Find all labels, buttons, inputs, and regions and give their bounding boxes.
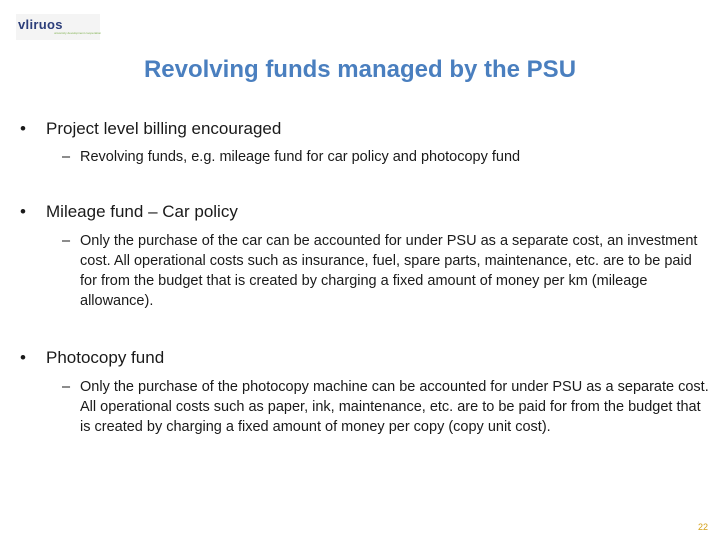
bullet-label: Project level billing encouraged bbox=[46, 119, 282, 138]
bullet-label: Mileage fund – Car policy bbox=[46, 202, 238, 221]
bullet-symbol: • bbox=[20, 202, 26, 221]
logo bbox=[16, 14, 100, 40]
sub-bullet bbox=[62, 147, 712, 167]
bullet-label: Photocopy fund bbox=[46, 348, 165, 367]
sub-bullet bbox=[62, 231, 712, 311]
bullet-item bbox=[20, 202, 238, 222]
bullet-symbol: • bbox=[20, 119, 26, 138]
slide-title: Revolving funds managed by the PSU bbox=[143, 56, 577, 83]
dash-symbol: – bbox=[62, 149, 71, 165]
sub-bullet-text: Only the purchase of the car can be accounted for under PSU as a separate cost, an investment cost. All operational costs such as insurance, fuel, spare parts, maintenance, etc. are to be paid for from the budget that is created by charging a fixed amount of money per km (mileage allowance). bbox=[80, 233, 698, 309]
page-number: 22 bbox=[697, 522, 708, 532]
dash-symbol: – bbox=[62, 233, 71, 249]
bullet-symbol: • bbox=[20, 348, 26, 367]
logo-tagline: university development cooperation bbox=[54, 31, 102, 35]
bullet-item bbox=[20, 348, 164, 368]
sub-bullet-text: Revolving funds, e.g. mileage fund for car policy and photocopy fund bbox=[80, 149, 521, 165]
dash-symbol: – bbox=[62, 379, 71, 395]
logo-text: vliruos bbox=[18, 17, 63, 32]
bullet-item bbox=[20, 119, 281, 139]
sub-bullet-text: Only the purchase of the photocopy machine can be accounted for under PSU as a separate cost. All operational costs such as paper, ink, maintenance, etc. are to be paid for from the budget that is created by charging a fixed amount of money per copy (copy unit cost). bbox=[80, 379, 709, 435]
sub-bullet bbox=[62, 377, 712, 437]
